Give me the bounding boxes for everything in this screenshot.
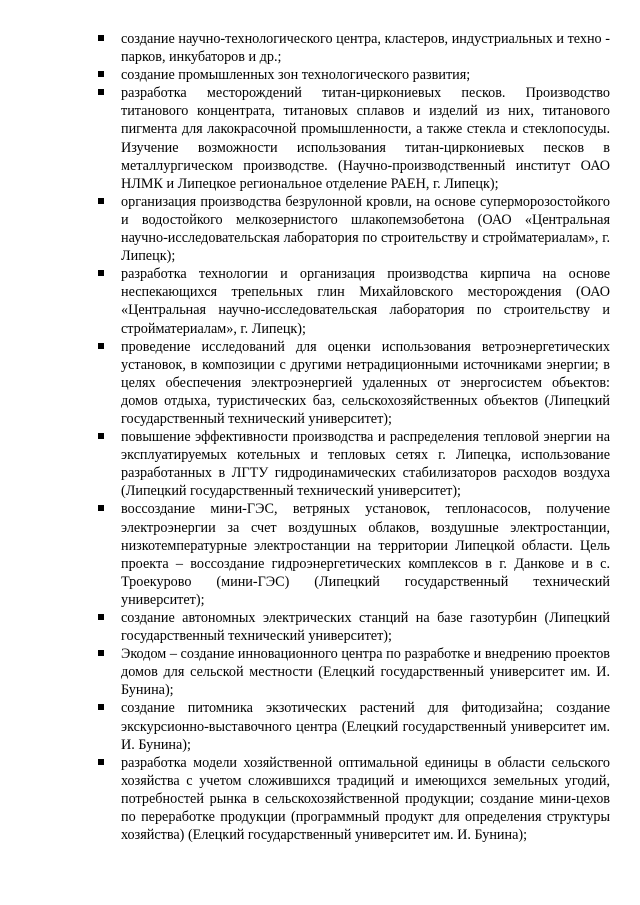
list-item-text: Экодом – создание инновационного центра по разработке и внедрению проектов домов для сельской местности (Елецкий государственный университет им. И. Бунина); xyxy=(121,646,610,699)
list-item-text: создание промышленных зон технологического развития; xyxy=(121,67,471,84)
list-item-text: разработка месторождений титан-циркониевых песков. Производство титанового концентрата, титановых сплавов и изделий из них, титанового пигмента для лакокрасочной промышленности, а также стекла и стеклопосуды. Изучение возможности использования титан-циркониевых песков в металлургическом производстве. (Научно-производственный институт ОАО НЛМК и Липецкое региональное отделение РАЕН, г. Липецк); xyxy=(121,85,610,192)
square-bullet-icon xyxy=(98,198,104,204)
list-item-text: создание автономных электрических станций на базе газотурбин (Липецкий государственный технический университет); xyxy=(121,610,610,645)
list-item-text: разработка технологии и организация производства кирпича на основе неспекающихся трепельных глин Михайловского месторождения (ОАО «Центральная научно-исследовательская лаборатория по строительству и стройматериалам», г. Липецк); xyxy=(121,266,610,337)
square-bullet-icon xyxy=(98,270,104,276)
square-bullet-icon xyxy=(98,35,104,41)
list-item xyxy=(94,30,610,66)
list-item xyxy=(94,609,610,645)
list-item xyxy=(94,645,610,699)
list-item xyxy=(94,338,610,428)
square-bullet-icon xyxy=(98,614,104,620)
square-bullet-icon xyxy=(98,433,104,439)
list-item xyxy=(94,265,610,337)
list-item xyxy=(94,84,610,193)
square-bullet-icon xyxy=(98,89,104,95)
list-item-text: воссоздание мини-ГЭС, ветряных установок, теплонасосов, получение электроэнергии за счет воздушных облаков, воздушные электростанции, низкотемпературные электростанции на территории Липецкой области. Цель проекта – воссоздание гидроэнергетических комплексов в г. Данкове и в с. Троекурово (мини-ГЭС) (Липецкий государственный технический университет); xyxy=(121,501,610,608)
list-item xyxy=(94,66,610,84)
list-item xyxy=(94,193,610,265)
list-item-text: проведение исследований для оценки использования ветроэнергетических установок, в композиции с другими нетрадиционными источниками энергии; в целях обеспечения электроэнергией удаленных от энергосистем объектов: домов отдыха, туристических баз, сельскохозяйственных объектов (Липецкий государственный технический университет); xyxy=(121,338,610,427)
list-item xyxy=(94,699,610,753)
list-item xyxy=(94,428,610,500)
square-bullet-icon xyxy=(98,505,104,511)
list-item-text: повышение эффективности производства и распределения тепловой энергии на эксплуатируемых котельных и тепловых сетях г. Липецка, использование разработанных в ЛГТУ гидродинамических стабилизаторов расходов воздуха (Липецкий государственный технический университет); xyxy=(121,429,610,500)
square-bullet-icon xyxy=(98,71,104,77)
list-item xyxy=(94,500,610,609)
list-item-text: создание питомника экзотических растений для фитодизайна; создание экскурсионно-выставочного центра (Елецкий государственный университет им. И. Бунина); xyxy=(121,700,610,753)
square-bullet-icon xyxy=(98,759,104,765)
list-item-text: разработка модели хозяйственной оптимальной единицы в области сельского хозяйства с учетом сложившихся традиций и имеющихся земельных угодий, потребностей рынка в сельскохозяйственной продукции; создание мини-цехов по переработке продукции (программный продукт для определения структуры хозяйства) (Елецкий государственный университет им. И. Бунина); xyxy=(121,754,610,844)
list-item xyxy=(94,754,610,844)
square-bullet-icon xyxy=(98,343,104,349)
list-item-text: организация производства безрулонной кровли, на основе суперморозостойкого и водостойкого мелкозернистого шлакопемзобетона (ОАО «Центральная научно-исследовательская лаборатория по строительству и стройматериалам», г. Липецк); xyxy=(121,193,610,265)
list-item-text: создание научно-технологического центра, кластеров, индустриальных и техно - парков, инкубаторов и др.; xyxy=(121,31,610,66)
square-bullet-icon xyxy=(98,704,104,710)
bullet-list xyxy=(94,30,610,844)
square-bullet-icon xyxy=(98,650,104,656)
